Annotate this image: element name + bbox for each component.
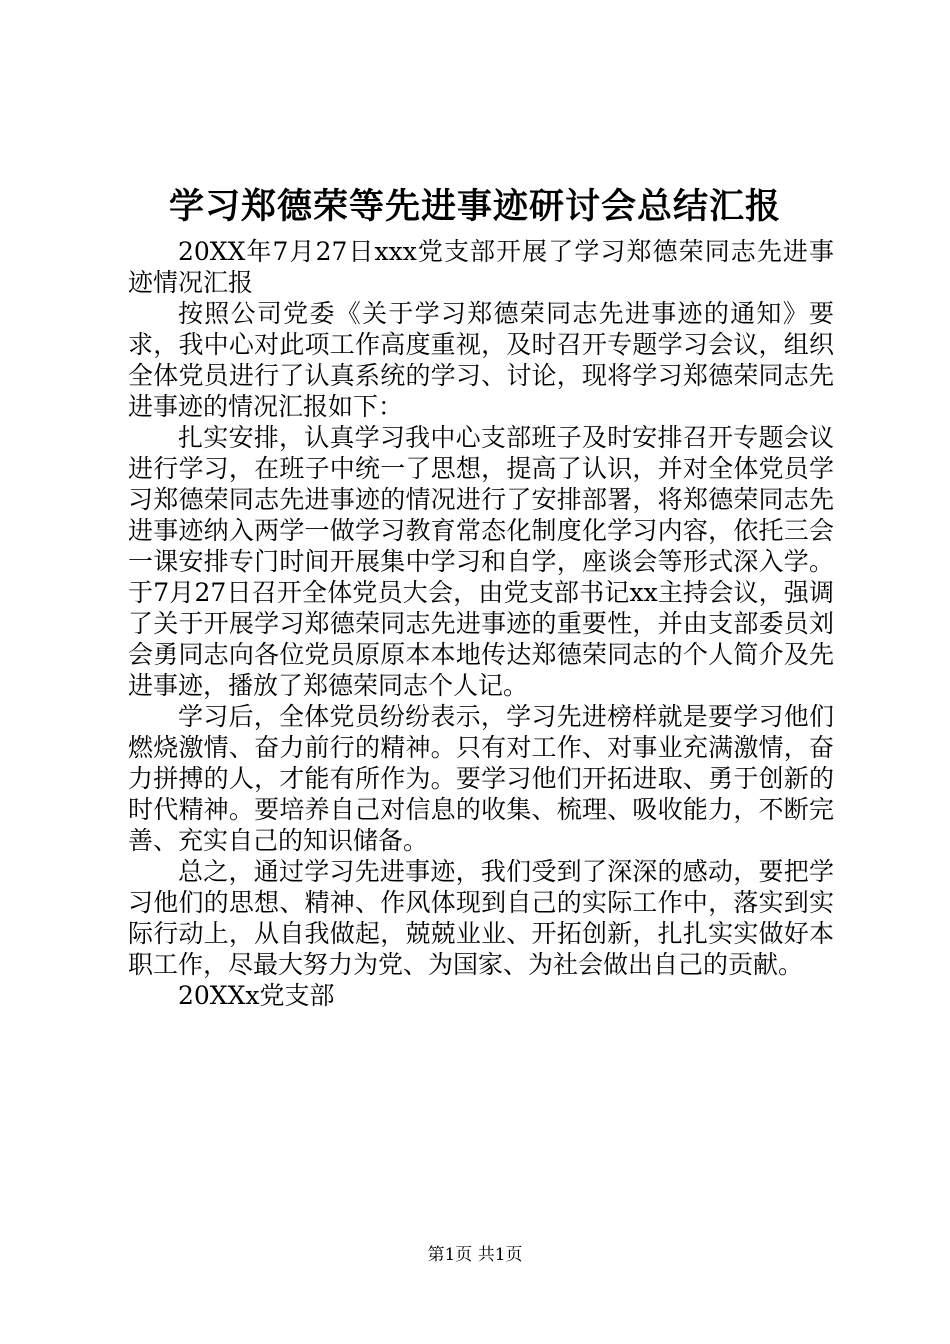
- page-footer: 第1页 共1页: [427, 1245, 523, 1265]
- document-body: [128, 236, 834, 1011]
- signature: 20XXx党支部: [178, 981, 335, 1010]
- document-title: 学习郑德荣等先进事迹研讨会总结汇报: [168, 186, 781, 227]
- paragraph-reflection: 学习后，全体党员纷纷表示，学习先进榜样就是要学习他们燃烧激情、奋力前行的精神。只有对工作、对事业充满激情，奋力拼搏的人，才能有所作为。要学习他们开拓进取、勇于创新的时代精神。要培养自己对信息的收集、梳理、吸收能力，不断完善、充实自己的知识储备。: [128, 702, 834, 855]
- paragraph-arrangement: 扎实安排，认真学习我中心支部班子及时安排召开专题会议进行学习，在班子中统一了思想，提高了认识，并对全体党员学习郑德荣同志先进事迹的情况进行了安排部署，将郑德荣同志先进事迹纳入两学一做学习教育常态化制度化学习内容，依托三会一课安排专门时间开展集中学习和自学，座谈会等形式深入学。于7月27日召开全体党员大会，由党支部书记xx主持会议，强调了关于开展学习郑德荣同志先进事迹的重要性，并由支部委员刘会勇同志向各位党员原原本本地传达郑德荣同志的个人简介及先进事迹，播放了郑德荣同志个人记。: [128, 423, 834, 700]
- paragraph-conclusion: 总之，通过学习先进事迹，我们受到了深深的感动，要把学习他们的思想、精神、作风体现到自己的实际工作中，落实到实际行动上，从自我做起，兢兢业业、开拓创新，扎扎实实做好本职工作，尽最大努力为党、为国家、为社会做出自己的贡献。: [128, 857, 834, 979]
- paragraph-notice: 按照公司党委《关于学习郑德荣同志先进事迹的通知》要求，我中心对此项工作高度重视，及时召开专题学习会议，组织全体党员进行了认真系统的学习、讨论，现将学习郑德荣同志先进事迹的情况汇报如下：: [128, 299, 834, 421]
- paragraph-intro: 20XX年7月27日xxx党支部开展了学习郑德荣同志先进事迹情况汇报: [128, 237, 834, 297]
